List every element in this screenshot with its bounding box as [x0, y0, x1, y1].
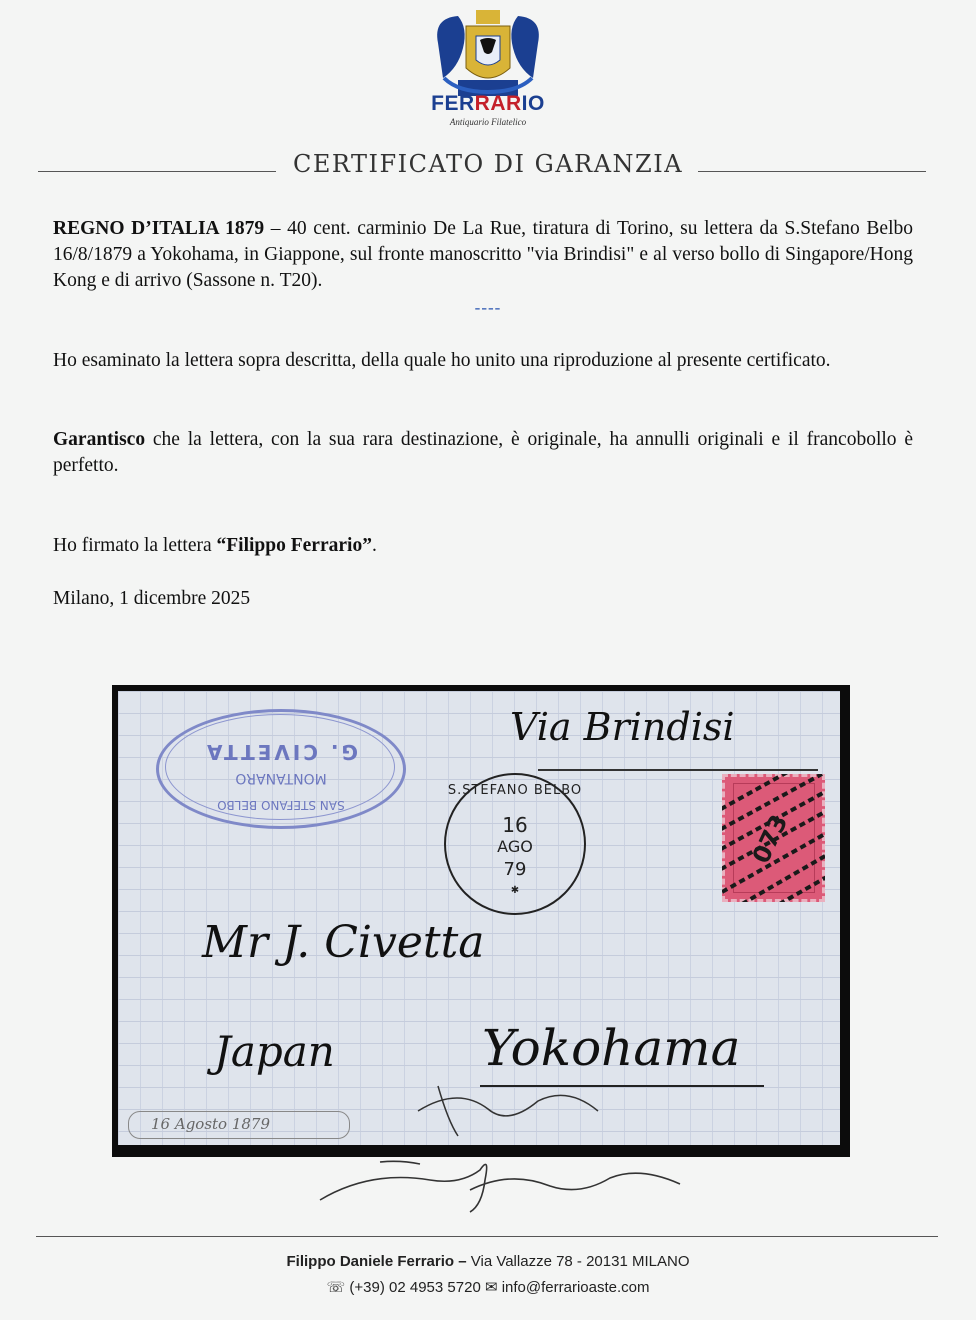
- route-annotation: Via Brindisi: [510, 705, 735, 749]
- addressee: Mr J. Civetta: [202, 917, 485, 968]
- address-city: Yokohama: [482, 1019, 741, 1077]
- letter-paper: [118, 691, 840, 1145]
- date-note: 16 Agosto 1879: [128, 1111, 350, 1139]
- oval-handstamp: SAN STEFANO BELBO MONTANARO G. CIVETTA: [156, 709, 406, 829]
- footer-name: Filippo Daniele Ferrario: [286, 1253, 455, 1270]
- coat-of-arms-icon: [428, 8, 548, 103]
- brand-name: FERRARIO: [431, 92, 545, 115]
- handwritten-signature-icon: [310, 1150, 690, 1220]
- footer-rule: [36, 1236, 938, 1237]
- envelope-icon: ✉: [484, 1279, 498, 1296]
- brand-tagline: Antiquario Filatelico: [449, 117, 527, 127]
- separator: ----: [474, 298, 502, 317]
- place-date: Milano, 1 dicembre 2025: [53, 588, 251, 609]
- route-underline: [538, 769, 818, 771]
- letter-photo: [112, 685, 850, 1157]
- footer-contacts: [0, 1278, 976, 1296]
- address-country: Japan: [214, 1027, 335, 1076]
- footer-street: Via Vallazze 78 - 20131 MILANO: [470, 1253, 690, 1270]
- examination-paragraph: Ho esaminato la lettera sopra descritta, della quale ho unito una riproduzione al presente certificato.: [53, 350, 831, 371]
- title-rule-right: [698, 171, 926, 172]
- certificate-title: CERTIFICATO DI GARANZIA: [292, 150, 684, 178]
- circular-postmark: S.STEFANO BELBO 16 AGO 79 ✱: [444, 773, 586, 915]
- item-description: REGNO D’ITALIA 1879 – 40 cent. carminio De La Rue, tiratura di Torino, su lettera da S.Stefano Belbo 16/8/1879 a Yokohama, in Giappone, sul fronte manoscritto "via Brindisi" e al verso bollo di Singapore/Hong Kong e di arrivo (Sassone n. T20).: [53, 218, 913, 291]
- postage-stamp: 073: [722, 774, 825, 902]
- footer-email[interactable]: info@ferrarioaste.com: [501, 1279, 650, 1296]
- guarantee-paragraph: Garantisco che la lettera, con la sua rara destinazione, è originale, ha annulli originali e il francobollo è perfetto.: [53, 429, 913, 476]
- footer-phone: (+39) 02 4953 5720: [349, 1279, 481, 1296]
- signature-paragraph: Ho firmato la lettera “Filippo Ferrario”.: [53, 535, 377, 556]
- signature-mark-icon: [398, 1081, 698, 1141]
- phone-icon: ☏: [326, 1279, 346, 1296]
- footer-address: Filippo Daniele Ferrario – Via Vallazze 78 - 20131 MILANO: [286, 1253, 690, 1270]
